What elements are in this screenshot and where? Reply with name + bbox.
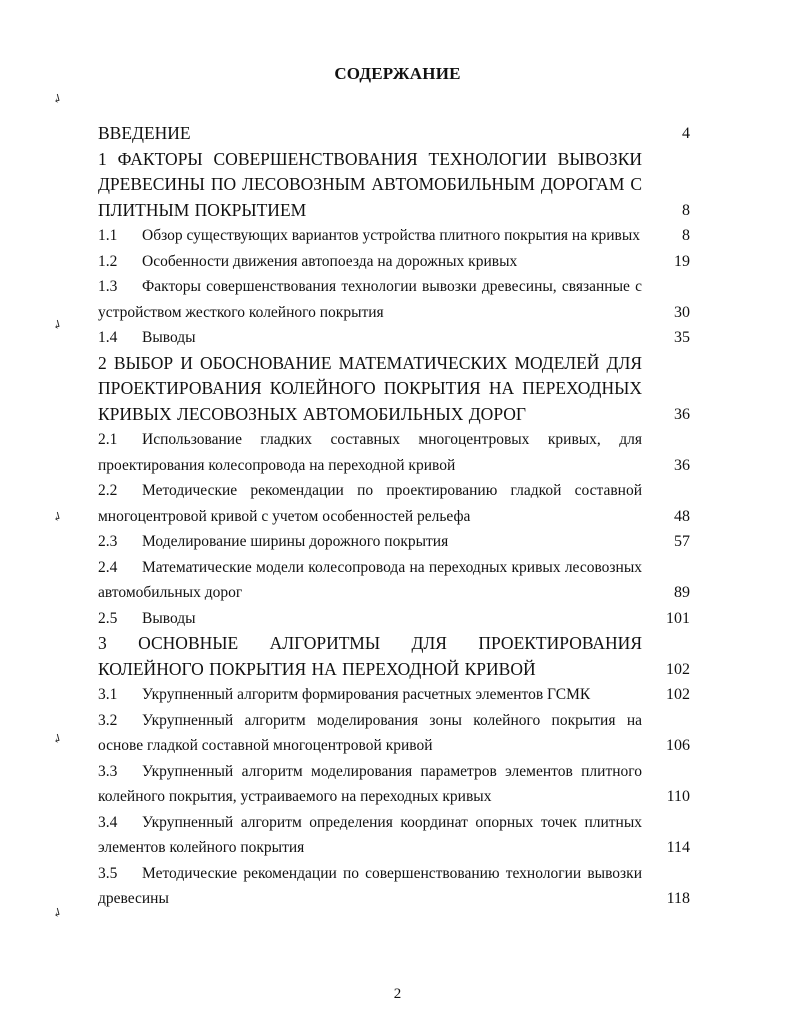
toc-section [98, 555, 690, 606]
toc-section-number: 2.5 [98, 609, 118, 627]
toc-page-number: 101 [666, 609, 690, 627]
toc-page-number: 102 [666, 660, 690, 678]
toc-section [98, 682, 690, 708]
toc-entry-title [98, 606, 642, 632]
toc-page-number: 4 [682, 125, 690, 142]
toc-section [98, 606, 690, 632]
toc-page-number: 89 [674, 584, 690, 601]
toc-section [98, 427, 690, 478]
toc-page-number: 106 [666, 737, 690, 754]
toc-entry-title [98, 351, 642, 428]
toc-section [98, 810, 690, 861]
toc-section-number: 1.4 [98, 329, 118, 346]
toc-entry-title [98, 682, 642, 708]
toc-entry-title [98, 759, 642, 810]
toc-entry-title [98, 249, 642, 275]
toc-entry-text: Методические рекомендации по совершенствованию технологии вывозки древесины [98, 864, 642, 907]
toc-entry-text: 3 ОСНОВНЫЕ АЛГОРИТМЫ ДЛЯ ПРОЕКТИРОВАНИЯ КОЛЕЙНОГО ПОКРЫТИЯ НА ПЕРЕХОДНОЙ КРИВОЙ [98, 633, 642, 679]
toc-page-number: 8 [682, 201, 690, 219]
toc-entry-title [98, 810, 642, 861]
toc-section [98, 223, 690, 249]
margin-mark: ↲ [50, 508, 64, 526]
margin-mark: ↲ [50, 730, 64, 748]
toc-entry-text: 2 ВЫБОР И ОБОСНОВАНИЕ МАТЕМАТИЧЕСКИХ МОДЕЛЕЙ ДЛЯ ПРОЕКТИРОВАНИЯ КОЛЕЙНОГО ПОКРЫТИЯ НА ПЕРЕХОДНЫХ КРИВЫХ ЛЕСОВОЗНЫХ АВТОМОБИЛЬНЫХ ДОРОГ [98, 352, 642, 424]
toc-section [98, 325, 690, 351]
toc-chapter [98, 351, 690, 428]
toc-entry-text: Укрупненный алгоритм моделирования зоны колейного покрытия на основе гладкой составной многоцентровой кривой [98, 711, 642, 754]
toc-entry-title [98, 861, 642, 912]
toc-entry-title [98, 427, 642, 478]
toc-entry-title [98, 478, 642, 529]
toc-section [98, 759, 690, 810]
toc-entry-title [98, 708, 642, 759]
toc-entry-title [98, 325, 642, 351]
margin-mark: ↲ [50, 90, 64, 108]
toc-section [98, 478, 690, 529]
toc-entry-text: Особенности движения автопоезда на дорожных кривых [142, 252, 518, 270]
toc-section [98, 861, 690, 912]
toc-section [98, 249, 690, 275]
toc-section-number: 3.3 [98, 762, 118, 780]
toc-page-number: 57 [674, 533, 690, 550]
toc-entry-text: Моделирование ширины дорожного покрытия [142, 533, 449, 550]
toc-section [98, 529, 690, 555]
margin-mark: ↲ [50, 904, 64, 922]
toc-entry-title [98, 121, 642, 147]
toc-entry-title [98, 274, 642, 325]
toc-entry-title [98, 555, 642, 606]
toc-page-number: 102 [666, 686, 690, 703]
toc-chapter [98, 147, 690, 224]
toc-section-number: 1.2 [98, 252, 118, 270]
toc-chapter [98, 121, 690, 147]
toc-section-number: 3.1 [98, 686, 118, 703]
toc-entry-title [98, 147, 642, 224]
toc-entry-title [98, 529, 642, 555]
toc-page-number: 48 [674, 507, 690, 525]
toc-section-number: 2.1 [98, 431, 118, 448]
toc-section-number: 1.1 [98, 227, 118, 244]
toc-entry-text: Использование гладких составных многоцентровых кривых, для проектирования колесопровода на переходной кривой [98, 431, 642, 474]
toc-page-number: 19 [674, 252, 690, 270]
toc-page-number: 8 [682, 227, 690, 244]
toc-section [98, 708, 690, 759]
toc-page-number: 35 [674, 329, 690, 346]
toc-page-number: 114 [666, 839, 690, 856]
toc-entry-text: Укрупненный алгоритм моделирования параметров элементов плитного колейного покрытия, устраиваемого на переходных кривых [98, 762, 642, 805]
toc-entry-title [98, 223, 642, 249]
toc-entry-text: Выводы [142, 329, 196, 346]
toc-entry-text: Методические рекомендации по проектированию гладкой составной многоцентровой кривой с учетом особенностей рельефа [98, 482, 642, 525]
toc-entry-text: Факторы совершенствования технологии вывозки древесины, связанные с устройством жесткого колейного покрытия [98, 278, 642, 321]
toc-section [98, 274, 690, 325]
toc-page-number: 118 [666, 890, 690, 907]
toc-section-number: 3.2 [98, 711, 118, 729]
toc-entry-title [98, 631, 642, 682]
toc-page-number: 30 [674, 303, 690, 321]
toc-section-number: 3.5 [98, 864, 118, 882]
toc-page-number: 36 [674, 456, 690, 474]
toc-section-number: 3.4 [98, 813, 118, 831]
toc-entry-text: Укрупненный алгоритм определения координат опорных точек плитных элементов колейного покрытия [98, 813, 642, 856]
page-number: 2 [393, 986, 402, 1002]
toc-section-number: 2.3 [98, 533, 118, 550]
toc-entry-text: Математические модели колесопровода на переходных кривых лесовозных автомобильных дорог [98, 558, 642, 601]
toc-section-number: 2.2 [98, 482, 118, 499]
toc-section-number: 1.3 [98, 278, 118, 295]
toc-entry-text: Выводы [142, 609, 196, 627]
toc-page-number: 110 [666, 788, 690, 805]
table-of-contents [98, 121, 690, 912]
margin-mark: ↲ [50, 316, 64, 334]
toc-entry-text: Укрупненный алгоритм формирования расчетных элементов ГСМК [142, 686, 591, 703]
toc-chapter [98, 631, 690, 682]
toc-section-number: 2.4 [98, 558, 118, 576]
toc-entry-text: ВВЕДЕНИЕ [98, 123, 191, 143]
toc-entry-text: 1 ФАКТОРЫ СОВЕРШЕНСТВОВАНИЯ ТЕХНОЛОГИИ ВЫВОЗКИ ДРЕВЕСИНЫ ПО ЛЕСОВОЗНЫМ АВТОМОБИЛЬНЫМ ДОРОГАМ С ПЛИТНЫМ ПОКРЫТИЕМ [98, 148, 642, 220]
page-title: СОДЕРЖАНИЕ [334, 64, 461, 83]
toc-page-number: 36 [674, 405, 690, 423]
toc-entry-text: Обзор существующих вариантов устройства плитного покрытия на кривых [142, 227, 641, 244]
